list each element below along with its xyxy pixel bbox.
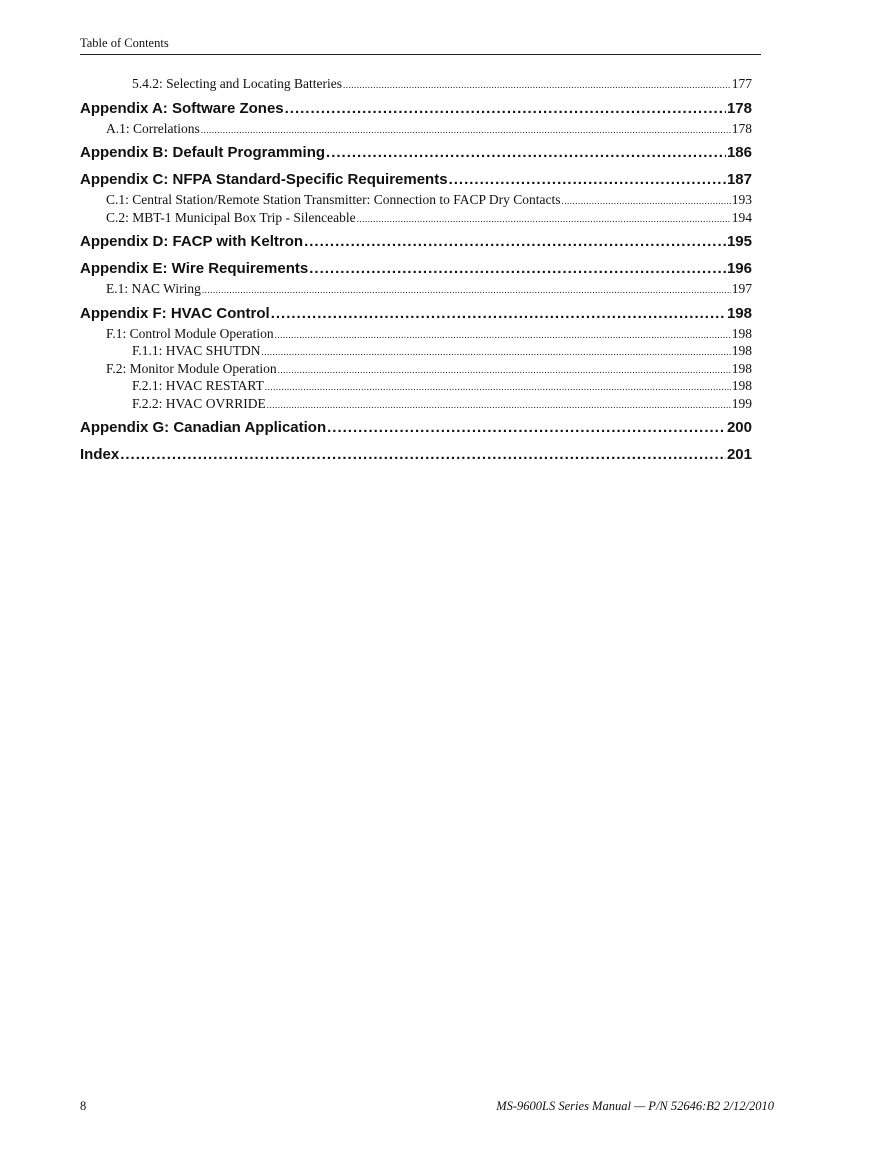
toc-entry-label: F.2.2: HVAC OVRRIDE — [132, 395, 266, 411]
toc-dot-leader — [271, 302, 726, 325]
toc-section-entry[interactable] — [80, 325, 752, 343]
toc-entry-page: 199 — [731, 395, 752, 411]
toc-entry-page: 178 — [731, 120, 752, 136]
toc-entry-label: E.1: NAC Wiring — [106, 281, 201, 296]
toc-entry-page: 197 — [731, 281, 752, 296]
toc-dot-leader — [562, 191, 731, 209]
toc-dot-leader — [265, 377, 731, 395]
toc-appendix-entry[interactable] — [80, 443, 752, 466]
toc-section-entry[interactable] — [80, 280, 752, 298]
toc-entry-label: Appendix F: HVAC Control — [80, 304, 270, 322]
header-title: Table of Contents — [80, 36, 169, 50]
toc-section-entry[interactable] — [80, 395, 752, 413]
toc-entry-page: 200 — [726, 419, 752, 436]
toc-entry-page: 178 — [726, 99, 752, 117]
toc-entry-page: 195 — [726, 233, 752, 250]
toc-entry-page: 193 — [731, 192, 752, 207]
toc-dot-leader — [326, 141, 726, 164]
toc-dot-leader — [201, 120, 731, 138]
toc-dot-leader — [202, 280, 731, 298]
toc-entry-page: 194 — [731, 209, 752, 225]
toc-entry-label: F.2: Monitor Module Operation — [106, 360, 277, 376]
toc-entry-page: 198 — [726, 304, 752, 322]
toc-section-entry[interactable] — [80, 120, 752, 138]
toc-entry-label: Appendix E: Wire Requirements — [80, 260, 309, 277]
toc-entry-label: 5.4.2: Selecting and Locating Batteries — [132, 76, 342, 91]
toc-entry-label: A.1: Correlations — [106, 120, 200, 136]
toc-entry-page: 198 — [731, 360, 752, 376]
toc-entry-label: Index — [80, 446, 120, 463]
toc-dot-leader — [304, 230, 726, 253]
toc-dot-leader — [267, 395, 731, 413]
toc-entry-label: Appendix A: Software Zones — [80, 99, 284, 117]
toc-section-entry[interactable] — [80, 377, 752, 395]
toc-dot-leader — [120, 443, 726, 466]
toc-section-entry[interactable] — [80, 360, 752, 378]
toc-entry-page: 198 — [731, 325, 752, 341]
toc-section-entry[interactable] — [80, 191, 752, 209]
toc-dot-leader — [357, 209, 731, 227]
toc-dot-leader — [343, 75, 731, 93]
toc-appendix-entry[interactable] — [80, 257, 752, 280]
toc-entry-page: 177 — [731, 76, 752, 91]
toc-dot-leader — [275, 325, 731, 343]
toc-entry-page: 186 — [726, 144, 752, 161]
toc-entry-label: C.2: MBT-1 Municipal Box Trip - Silenceable — [106, 209, 356, 225]
toc-dot-leader — [327, 416, 726, 439]
toc-section-entry[interactable] — [80, 342, 752, 360]
table-of-contents — [80, 75, 752, 466]
toc-appendix-entry[interactable] — [80, 141, 752, 164]
toc-appendix-entry[interactable] — [80, 302, 752, 325]
toc-entry-page: 187 — [726, 171, 752, 188]
toc-entry-page: 201 — [726, 446, 752, 463]
toc-appendix-entry[interactable] — [80, 97, 752, 120]
toc-dot-leader — [449, 168, 726, 191]
toc-dot-leader — [278, 360, 731, 378]
footer-manual-info: MS-9600LS Series Manual — P/N 52646:B2 2/12/2010 — [496, 1099, 774, 1113]
toc-entry-label: C.1: Central Station/Remote Station Transmitter: Connection to FACP Dry Contacts — [106, 192, 561, 207]
toc-entry-label: Appendix G: Canadian Application — [80, 419, 327, 436]
toc-entry-label: Appendix C: NFPA Standard-Specific Requirements — [80, 171, 448, 188]
toc-entry-page: 198 — [731, 343, 752, 358]
toc-entry-label: F.1: Control Module Operation — [106, 325, 274, 341]
page-footer — [80, 1099, 774, 1114]
toc-section-entry[interactable] — [80, 75, 752, 93]
toc-appendix-entry[interactable] — [80, 416, 752, 439]
toc-entry-label: Appendix D: FACP with Keltron — [80, 233, 304, 250]
page-header — [80, 36, 761, 55]
toc-entry-page: 196 — [726, 260, 752, 277]
toc-dot-leader — [285, 97, 726, 120]
toc-dot-leader — [309, 257, 726, 280]
toc-entry-label: F.1.1: HVAC SHUTDN — [132, 343, 261, 358]
toc-entry-page: 198 — [731, 378, 752, 393]
toc-appendix-entry[interactable] — [80, 168, 752, 191]
toc-entry-label: Appendix B: Default Programming — [80, 144, 326, 161]
toc-appendix-entry[interactable] — [80, 230, 752, 253]
toc-dot-leader — [261, 342, 730, 360]
footer-page-number: 8 — [80, 1099, 87, 1113]
toc-section-entry[interactable] — [80, 209, 752, 227]
toc-entry-label: F.2.1: HVAC RESTART — [132, 378, 264, 393]
